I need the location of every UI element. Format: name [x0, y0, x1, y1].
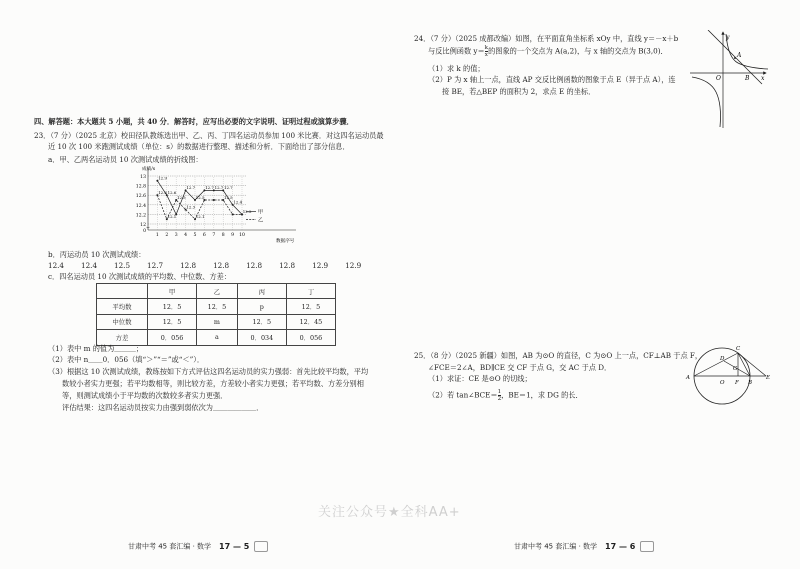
- label-d: D: [720, 356, 725, 362]
- q23-sub3-line1: （3）根据这 10 次测试成绩，教练按如下方式评估这四名运动员的实力强弱：首先比较平均数，平均: [48, 367, 369, 376]
- point-a: [734, 57, 736, 59]
- x-tick-label: 9: [231, 233, 235, 238]
- stamp-icon: [254, 541, 268, 552]
- q25-figure: [680, 342, 774, 408]
- data-label: 12.5: [224, 194, 233, 200]
- label-a: A: [737, 52, 742, 59]
- label-o: O: [716, 75, 721, 82]
- x-tick-label: 4: [184, 233, 188, 238]
- data-label: 12.7: [224, 185, 233, 191]
- table-cell: 12．5: [286, 299, 335, 314]
- data-label: 12.5: [195, 194, 205, 200]
- data-label: 12.4: [233, 199, 243, 205]
- stamp-icon: [640, 541, 654, 552]
- fraction-numerator: 1: [497, 389, 502, 395]
- label-b: B: [745, 75, 750, 82]
- table-cell: 12．5: [197, 299, 238, 314]
- stats-table: [96, 283, 336, 346]
- fraction-numerator: k: [484, 45, 489, 51]
- q23-sub3-line3: 等，则测试成绩小于平均数的次数较多者实力更强．: [62, 391, 228, 400]
- q24-figure: [690, 30, 770, 130]
- q25-sub2: [428, 389, 583, 402]
- q25-sub2-post: ，BE＝1，求 DG 的长．: [501, 390, 583, 400]
- table-row: [97, 330, 336, 345]
- table-cell: p: [237, 299, 286, 314]
- section-title: 四、解答题：本大题共 5 小题，共 40 分．解答时，应写出必要的文字说明、证明过程或演算步骤．: [34, 117, 354, 126]
- data-label: 12.5: [177, 194, 186, 200]
- y-tick-label: 12.8: [135, 184, 146, 190]
- hyperbola-branch-1: [726, 34, 768, 69]
- label-x: x: [761, 75, 765, 82]
- data-label: 12.7: [186, 185, 196, 191]
- table-cell: 12．5: [237, 314, 286, 329]
- q25-sub1: （1）求证：CE 是⊙O 的切线；: [428, 374, 532, 383]
- y-tick-label: 12.6: [135, 194, 146, 200]
- bing-scores-list: [48, 261, 362, 270]
- x-tick-label: 2: [165, 233, 169, 238]
- data-label: 12.3: [186, 204, 196, 210]
- table-row-label: 中位数: [97, 314, 148, 329]
- x-tick-label: 5: [193, 233, 197, 238]
- q25-sub2-pre: （2）若 tan∠BCE＝: [428, 390, 498, 400]
- table-cell: m: [197, 314, 238, 329]
- q24-line2: [428, 45, 668, 58]
- table-header-row: [97, 284, 336, 299]
- table-cell: 12．45: [286, 314, 335, 329]
- label-a: A: [686, 375, 690, 381]
- fraction-denominator: 2: [497, 396, 502, 402]
- table-cell: 0．056: [286, 330, 335, 345]
- y-tick-label: 12.2: [135, 213, 146, 219]
- footer-left: [128, 541, 268, 552]
- score-value: 12.8: [213, 261, 230, 270]
- q25-line1: 25．（8 分）（2025 新疆）如图，AB 为⊙O 的直径，C 为⊙O 上一点，CF⊥AB 于点 F，: [414, 351, 703, 360]
- x-tick-label: 1: [155, 233, 159, 238]
- x-tick-label: 10: [239, 233, 245, 238]
- q23-sub1: （1）表中 m 的值为＿＿＿；: [48, 344, 144, 353]
- q23-line2: 近 10 次 100 米跑测试成绩（单位：s）的数据进行整理、描述和分析．下面给出了部分信息．: [48, 142, 350, 151]
- table-header-cell: 乙: [197, 284, 238, 299]
- data-label: 12.1: [195, 214, 205, 219]
- y-tick-label: 12: [140, 223, 146, 228]
- data-label: 12.7: [214, 185, 224, 191]
- x-tick-label: 3: [174, 233, 178, 238]
- fraction-denominator: x: [484, 52, 488, 58]
- q24-line2-post: 的图象的一个交点为 A(a,2)，与 x 轴的交点为 B(3,0)．: [488, 46, 668, 56]
- table-cell: 12．5: [148, 299, 197, 314]
- q23-sub3-line2: 数较小者实力更强；若平均数相等，则比较方差，方差较小者实力更强；若平均数、方差分别相: [62, 379, 364, 388]
- score-value: 12.5: [114, 261, 131, 270]
- y-tick-label: 13: [140, 175, 146, 180]
- data-label: 12.2: [242, 209, 252, 215]
- score-value: 12.9: [312, 261, 329, 270]
- data-label: 12.7: [205, 185, 214, 191]
- data-label: 12.6: [158, 190, 167, 195]
- hyperbola-branch-2: [692, 77, 721, 127]
- x-axis-label: 数据序号: [276, 239, 295, 244]
- q23-part-c: c．四名运动员 10 次测试成绩的平均数、中位数、方差：: [48, 272, 232, 281]
- label-c: C: [736, 346, 741, 352]
- line-ce: [738, 353, 766, 376]
- score-value: 12.9: [345, 261, 362, 270]
- q23-sub3-line4: 评估结果：这四名运动员按实力由强到弱依次为＿＿＿＿＿＿．: [62, 403, 264, 412]
- table-header-cell: 甲: [148, 284, 197, 299]
- label-b: B: [748, 380, 753, 386]
- footer-right-page: 17 — 6: [605, 541, 636, 551]
- table-header-cell: 丁: [286, 284, 335, 299]
- y-axis-label: 成绩/s: [142, 167, 156, 172]
- table-cell: 0．034: [237, 330, 286, 345]
- score-value: 12.8: [246, 261, 263, 270]
- q25-line2: ∠FCE＝2∠A，BD∥CE 交 CF 于点 G，交 AC 于点 D．: [428, 363, 612, 372]
- table-cell: 12．5: [148, 314, 197, 329]
- table-header-cell: [97, 284, 148, 299]
- table-row-label: 方差: [97, 330, 148, 345]
- score-value: 12.4: [48, 261, 65, 270]
- legend-label: 甲: [258, 209, 264, 216]
- score-value: 12.4: [81, 261, 98, 270]
- footer-right-text: 甘肃中考 45 套汇编 · 数学: [514, 542, 598, 551]
- line-ac: [694, 353, 738, 376]
- q23-part-b: b．丙运动员 10 次测试成绩：: [48, 250, 146, 259]
- q23-line1: 23．（7 分）（2025 北京）校田径队教练选出甲、乙、丙、丁四名运动员参加 100 米比赛．对这四名运动员最: [34, 131, 384, 140]
- data-label: 12.1: [167, 214, 177, 219]
- score-value: 12.8: [180, 261, 197, 270]
- q24-sub2-line1: （2）P 为 x 轴上一点，直线 AP 交反比例函数的图象于点 E（异于点 A），连: [428, 75, 676, 84]
- footer-left-page: 17 — 5: [219, 541, 250, 551]
- label-e: E: [766, 375, 771, 381]
- label-f: F: [735, 380, 739, 386]
- score-line-chart: [126, 164, 306, 248]
- q24-line1: 24．（7 分）（2025 成都改编）如图，在平面直角坐标系 xOy 中，直线 y＝－x＋b: [414, 34, 679, 43]
- label-o: O: [720, 380, 725, 386]
- q24-sub2-line2: 接 BE，若△BEP 的面积为 2，求点 E 的坐标．: [442, 87, 596, 96]
- watermark: 关注公众号★全科AA+: [318, 505, 461, 520]
- x-tick-label: 7: [212, 233, 216, 238]
- data-point: [232, 214, 234, 216]
- data-point: [213, 199, 215, 201]
- x-tick-label: 8: [221, 233, 225, 238]
- score-value: 12.8: [279, 261, 296, 270]
- q24-line2-pre: 与反比例函数 y＝: [428, 46, 485, 56]
- label-g: G: [733, 366, 738, 372]
- table-cell: 0．056: [148, 330, 197, 345]
- score-value: 12.7: [147, 261, 164, 270]
- footer-right: [514, 541, 654, 552]
- q23-sub2: （2）表中 n＿＿0．056（填“＞”“＝”或“＜”）．: [48, 355, 205, 364]
- table-row: [97, 314, 336, 329]
- table-row: [97, 299, 336, 314]
- table-header-cell: 丙: [237, 284, 286, 299]
- q24-sub1: （1）求 k 的值；: [428, 64, 485, 73]
- x-tick-label: 6: [202, 233, 206, 238]
- label-y: y: [726, 34, 730, 41]
- table-row-label: 平均数: [97, 299, 148, 314]
- table-cell: a: [197, 330, 238, 345]
- data-label: 12.9: [158, 175, 167, 181]
- y-tick-label: 12.4: [135, 203, 146, 209]
- q23-part-a: a．甲、乙两名运动员 10 次测试成绩的折线图：: [48, 155, 203, 164]
- footer-left-text: 甘肃中考 45 套汇编 · 数学: [128, 542, 212, 551]
- legend-label: 乙: [258, 217, 264, 224]
- y-tick-label: 0: [143, 229, 146, 234]
- data-label: 12.6: [167, 190, 177, 195]
